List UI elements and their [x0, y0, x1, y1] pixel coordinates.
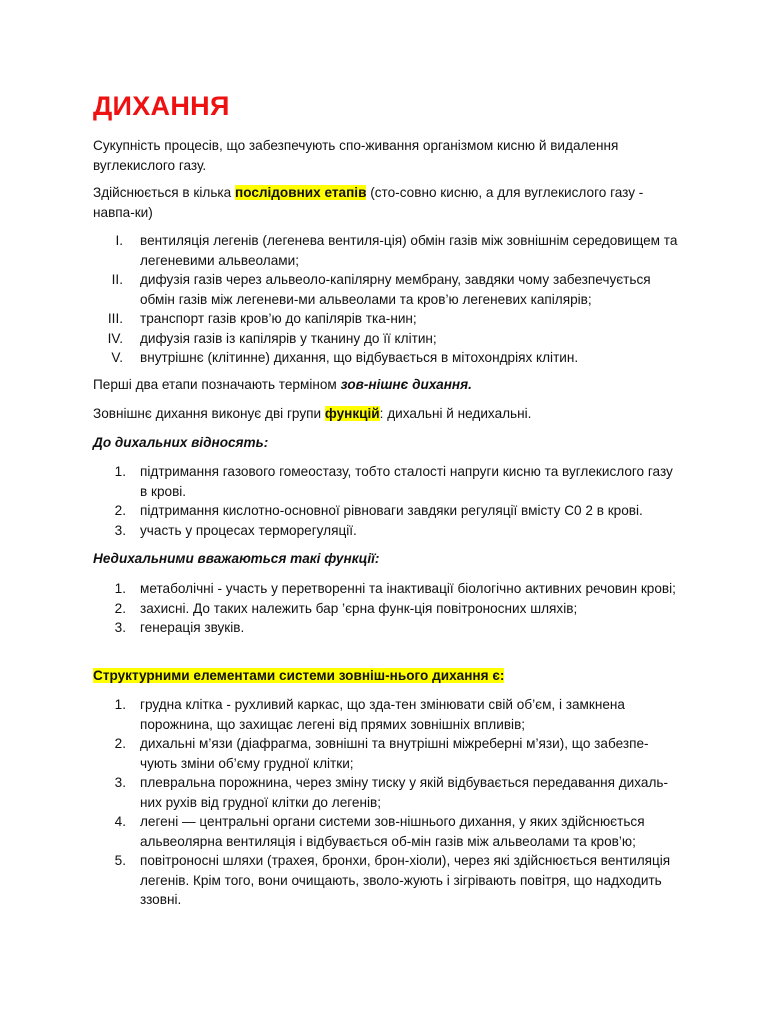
list-item-number: IV. [107, 330, 123, 346]
respiratory-heading: До дихальних відносять: [93, 435, 269, 450]
nonrespiratory-list [93, 579, 678, 638]
list-item [93, 231, 678, 270]
functions-paragraph [93, 404, 678, 424]
list-item-text: внутрішнє (клітинне) дихання, що відбувається в мітохондріях клітин. [140, 350, 579, 365]
external-breathing-paragraph [93, 375, 678, 395]
structure-heading-line [93, 666, 678, 686]
list-item-text: повітроносні шляхи (трахея, бронхи, брон-хіоли), через які здійснюється вентиляція легенів. Крім того, вони очищають, зволо-жують і зігрівають повітря, що надходить ззовні. [140, 853, 671, 907]
list-item-number: 5. [114, 853, 126, 868]
list-item-text: участь у процесах терморегуляції. [140, 522, 357, 538]
list-item [93, 348, 678, 368]
list-item [93, 812, 678, 851]
list-item-text: вентиляція легенів (легенева вентиля-ція) обмін газів між зовнішнім середовищем та легеневими альвеолами; [140, 233, 678, 268]
list-item-text: дифузія газів із капілярів у тканину до її клітин; [140, 330, 437, 346]
page-title: ДИХАННЯ [93, 91, 230, 121]
stages-paragraph [93, 183, 678, 222]
list-item [93, 579, 678, 599]
functions-text-before: Зовнішнє дихання виконує дві групи [93, 406, 325, 421]
list-item-number: III. [107, 311, 123, 326]
list-item-text: метаболічні - участь у перетворенні та інактивації біологічно активних речовин крові; [140, 581, 676, 596]
list-item-number: 2. [114, 600, 126, 616]
functions-highlight: функцій [324, 406, 380, 421]
stages-text-before: Здійснюється в кілька [93, 185, 235, 200]
list-item-number: 3. [114, 775, 126, 790]
list-item-text: генерація звуків. [140, 620, 245, 635]
list-item-text: підтримання кислотно-основної рівноваги завдяки регуляції вмісту С0 2 в крові. [140, 503, 643, 518]
list-item-number: V. [111, 350, 123, 365]
list-item [93, 270, 678, 309]
list-item-number: 4. [114, 814, 126, 829]
list-item [93, 851, 678, 910]
list-item-number: 2. [114, 736, 126, 751]
list-item-text: захисні. До таких належить бар ’єрна функ-ція повітроносних шляхів; [140, 600, 578, 616]
list-item-text: дифузія газів через альвеоло-капілярну мембрану, завдяки чому забезпечується обмін газів між легеневи-ми альвеолами та кров’ю легеневих капілярів; [140, 272, 651, 307]
list-item-number: 2. [114, 503, 126, 518]
external-text-before: Перші два етапи позначають терміном [93, 377, 341, 392]
nonrespiratory-heading: Недихальними вважаються такі функції: [93, 551, 380, 566]
list-item-number: 3. [114, 522, 126, 538]
list-item-number: 1. [114, 697, 126, 712]
functions-text-after: : дихальні й недихальні. [379, 406, 532, 421]
list-item [93, 501, 678, 521]
structure-list [93, 695, 678, 910]
list-item-number: II. [111, 272, 123, 287]
list-item-number: I. [115, 233, 123, 248]
list-item [93, 309, 678, 329]
list-item [93, 521, 678, 541]
list-item-text: легені — центральні органи системи зов-нішнього дихання, у яких здійснюється альвеолярна вентиляція і відбувається об-мін газів між альвеолами та кров’ю; [140, 814, 645, 849]
list-item-text: транспорт газів кров’ю до капілярів тка-нин; [140, 311, 417, 326]
list-item [93, 618, 678, 638]
stages-highlight: послідовних етапів [235, 185, 367, 200]
structure-heading: Структурними елементами системи зовніш-нього дихання є: [93, 668, 505, 683]
list-item [93, 734, 678, 773]
external-term: зов-нішнє дихання. [340, 377, 472, 392]
list-item-text: підтримання газового гомеостазу, тобто сталості напруги кисню та вуглекислого газу в крові. [140, 464, 673, 499]
list-item [93, 329, 678, 349]
list-item [93, 462, 678, 501]
list-item [93, 695, 678, 734]
list-item-number: 3. [114, 620, 126, 635]
list-item-text: дихальні м’язи (діафрагма, зовнішні та внутрішні міжреберні м’язи), що забезпе-чують зміни об’єму грудної клітки; [140, 736, 649, 771]
list-item-text: грудна клітка - рухливий каркас, що зда-тен змінювати свій об’єм, і замкнена порожнина, що захищає легені від прямих зовнішніх впливів; [140, 697, 625, 732]
list-item-text: плевральна порожнина, через зміну тиску у якій відбувається передавання дихаль-них рухів від грудної клітки до легенів; [140, 775, 669, 810]
list-item-number: 1. [114, 581, 126, 596]
stages-text-after: (сто-совно кисню, а для вуглекислого газу - навпа-ки) [93, 185, 644, 220]
intro-paragraph: Сукупність процесів, що забезпечують спо-живання організмом кисню й видалення вуглекислого газу. [93, 138, 619, 173]
respiratory-list [93, 462, 678, 540]
list-item-number: 1. [114, 464, 126, 479]
list-item [93, 773, 678, 812]
list-item [93, 599, 678, 619]
stages-list [93, 231, 678, 368]
